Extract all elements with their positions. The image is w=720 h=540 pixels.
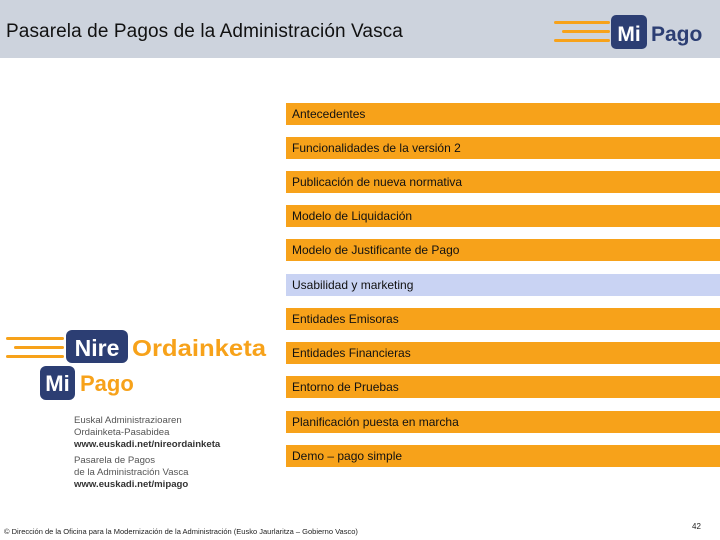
menu-item-demo[interactable]: Demo – pago simple	[286, 445, 720, 467]
menu-item-usabilidad[interactable]: Usabilidad y marketing	[286, 274, 720, 296]
info-block	[74, 415, 220, 491]
page-number: 42	[692, 522, 701, 531]
menu-item-funcionalidades[interactable]: Funcionalidades de la versión 2	[286, 137, 720, 159]
logo-pago-text: Pago	[80, 371, 134, 396]
speed-lines-icon	[554, 21, 610, 42]
mipago-header-logo	[554, 13, 710, 51]
nireordainketa-link[interactable]: www.euskadi.net/nireordainketa	[74, 439, 221, 450]
footer-copyright: © Dirección de la Oficina para la Modernización de la Administración (Eusko Jaurlaritza – Gobierno Vasco)	[4, 527, 358, 536]
info-line: de la Administración Vasca	[74, 467, 189, 478]
info-line: Ordainketa-Pasabidea	[74, 427, 170, 438]
nire-ordainketa-logo	[6, 327, 268, 403]
menu-item-antecedentes[interactable]: Antecedentes	[286, 103, 720, 125]
logo-ordainketa-text: Ordainketa	[132, 335, 267, 361]
mipago-link[interactable]: www.euskadi.net/mipago	[74, 479, 189, 490]
logo-mi-text: Mi	[45, 371, 70, 396]
menu-item-emisoras[interactable]: Entidades Emisoras	[286, 308, 720, 330]
info-line: Pasarela de Pagos	[74, 455, 156, 466]
logo-mi-text: Mi	[617, 23, 641, 46]
logo-nire-text: Nire	[74, 335, 120, 361]
menu-item-planificacion[interactable]: Planificación puesta en marcha	[286, 411, 720, 433]
speed-lines-icon	[6, 337, 64, 358]
menu-item-financieras[interactable]: Entidades Financieras	[286, 342, 720, 364]
menu-item-justificante[interactable]: Modelo de Justificante de Pago	[286, 239, 720, 261]
page-title: Pasarela de Pagos de la Administración Vasca	[6, 21, 403, 42]
logo-pago-text: Pago	[651, 23, 703, 46]
menu-item-pruebas[interactable]: Entorno de Pruebas	[286, 376, 720, 398]
info-line: Euskal Administrazioaren	[74, 415, 182, 426]
header-bar	[0, 0, 720, 58]
menu-item-normativa[interactable]: Publicación de nueva normativa	[286, 171, 720, 193]
menu-item-liquidacion[interactable]: Modelo de Liquidación	[286, 205, 720, 227]
